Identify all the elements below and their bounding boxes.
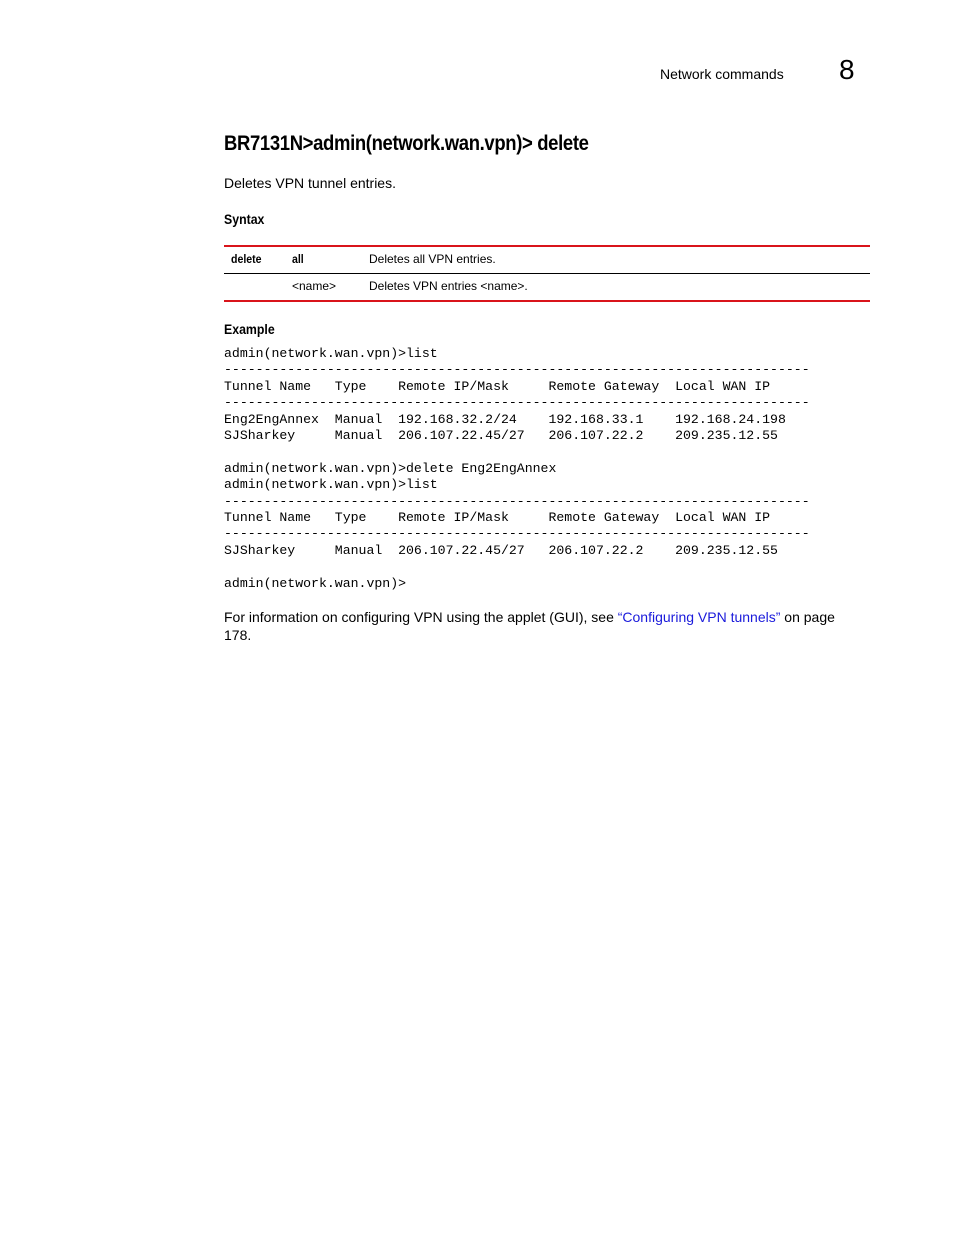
syntax-command: delete: [231, 252, 262, 266]
info-suffix: on page 178.: [224, 609, 835, 643]
info-paragraph: [224, 608, 844, 644]
syntax-description: Deletes VPN entries <name>.: [369, 279, 528, 293]
syntax-param: <name>: [292, 279, 337, 293]
table-row: [224, 274, 870, 300]
configuring-vpn-tunnels-link[interactable]: “Configuring VPN tunnels”: [617, 609, 781, 625]
running-header-section: Network commands: [660, 66, 784, 82]
example-code-block: admin(network.wan.vpn)>list -------------------------------------------------------------------------- Tunnel Name Type Remote IP/Mask Remote Gateway Local WAN IP -------------------------------------------------------------------------- Eng2EngAnnex Manual 192.168.32.2/24 192.168.33.1 192.168.24.198 SJSharkey Manual 206.107.22.45/27 206.107.22.2 209.235.12.55 admin(network.wan.vpn)>delete Eng2EngAnnex admin(network.wan.vpn)>list -------------------------------------------------------------------------- Tunnel Name Type Remote IP/Mask Remote Gateway Local WAN IP -------------------------------------------------------------------------- SJSharkey Manual 206.107.22.45/27 206.107.22.2 209.235.12.55 admin(network.wan.vpn)>: [224, 346, 810, 591]
table-bottom-rule: [224, 300, 870, 302]
syntax-heading: Syntax: [224, 211, 265, 227]
example-heading: Example: [224, 321, 275, 337]
command-title: BR7131N>admin(network.wan.vpn)> delete: [224, 132, 589, 155]
syntax-table: [224, 245, 870, 302]
chapter-number: 8: [839, 54, 855, 85]
table-row: [224, 247, 870, 273]
syntax-param: all: [292, 252, 304, 266]
command-description: Deletes VPN tunnel entries.: [224, 175, 396, 191]
info-prefix: For information on configuring VPN using the applet (GUI), see: [224, 609, 618, 625]
syntax-description: Deletes all VPN entries.: [369, 252, 496, 266]
